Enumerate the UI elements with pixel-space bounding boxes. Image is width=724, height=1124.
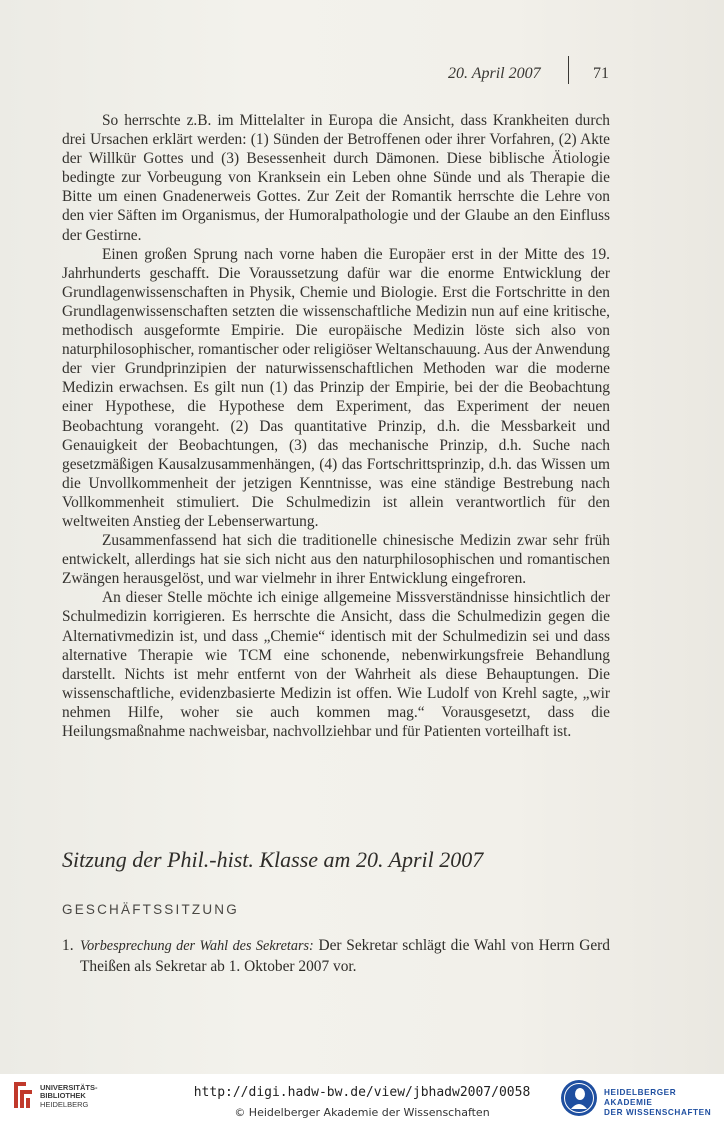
ub-line-1: UNIVERSITÄTS- [40,1083,98,1092]
list-item-number: 1. [62,937,74,954]
header-divider [568,56,569,84]
list-item-lead: Vorbesprechung der Wahl des Sekretars: [80,938,314,954]
list-item [62,936,610,976]
subheading: GESCHÄFTSSITZUNG [62,902,239,917]
page-number: 71 [593,65,609,82]
section-title: Sitzung der Phil.-hist. Klasse am 20. April 2007 [62,847,484,872]
running-header [448,64,618,86]
header-date: 20. April 2007 [448,65,541,82]
paragraph-2: Einen großen Sprung nach vorne haben die Europäer erst in der Mitte des 19. Jahrhunderts geschafft. Die Voraussetzung dafür war die enorme Entwicklung der Grundlagenwissenschaften in Physik, Chemie und Biologie. Erst die Fortschritte in den Grundlagenwissenschaften setzten die wissenschaftliche Medizin nun auf eine kritische, methodisch ausgeformte Empirie. Die europäische Medizin löste sich also von naturphilosophischer, romantischer oder religiöser Weltanschauung. Aus der Anwendung der vier Grundprinzipien der naturwissenschaftlichen Methoden war die moderne Medizin erwachsen. Es gilt nun (1) das Prinzip der Empirie, bei der die Beobachtung einer Hypothese, die Hypothese dem Experiment, das Experiment der neuen Beobachtung vorangeht. (2) Das quantitative Prinzip, d.h. die Messbarkeit und Genauigkeit der Beobachtungen, (3) das mechanische Prinzip, d.h. Suche nach gesetzmäßigen Kausalzusammenhängen, (4) das Fortschrittsprinzip, d.h. das Wissen um die Unvollkommenheit der jetzigen Kenntnisse, was eine ständige Bestrebung nach Vollkommenheit stimuliert. Die Schulmedizin ist allein verantwortlich für den weltweiten Anstieg der Lebenserwartung. [62,245,610,530]
academy-line-2: DER WISSENSCHAFTEN [604,1108,712,1117]
paragraph-1: So herrschte z.B. im Mittelalter in Europa die Ansicht, dass Krankheiten durch drei Ursachen erklärt werden: (1) Sünden der Betroffenen oder ihrer Vorfahren, (2) Akte der Willkür Gottes und (3) Besessenheit durch Dämonen. Diese biblische Ätiologie bedingte zur Vorbeugung von Kranksein ein Leben ohne Sünde und als Therapie die Bitte um einen Gnadenerweis Gottes. Zur Zeit der Romantik herrschte die Lehre von den vier Säften im Organismus, der Humoralpathologie und der Glaube an den Einfluss der Gestirne. [62,112,610,244]
copyright-notice: © Heidelberger Akademie der Wissenschaften [234,1106,490,1119]
academy-name [604,1088,724,1118]
academy-seal-icon [560,1079,598,1117]
list-item-text: Der Sekretar schlägt die Wahl von Herrn Gerd Theißen als Sekretar ab 1. Oktober 2007 vor. [80,937,610,975]
ub-line-2: BIBLIOTHEK [40,1091,86,1101]
academy-line-1: HEIDELBERGER AKADEMIE [604,1088,677,1107]
paragraph-4: An dieser Stelle möchte ich einige allgemeine Missverständnisse hinsichtlich der Schulmedizin korrigieren. Es herrschte die Ansicht, dass die Schulmedizin gegen die Alternativmedizin ist, und dass „Chemie“ identisch mit der Schulmedizin sei und dass alternative Therapie wie TCM eine schonende, nebenwirkungsfreie Behandlung darstellt. Nichts ist mehr entfernt von der Wahrheit als diese Behauptungen. Die wissenschaftliche, evidenzbasierte Medizin ist offen. Wie Ludolf von Krehl sagte, „wir nehmen Hilfe, woher sie auch kommen mag.“ Vorausgesetzt, dass die Heilungsmaßnahme nachweisbar, nachvollziehbar und für Patienten vorteilhaft ist. [62,589,610,740]
ub-line-3: HEIDELBERG [40,1099,89,1109]
paragraph-3: Zusammenfassend hat sich die traditionelle chinesische Medizin zwar sehr früh entwickelt, allerdings hat sie sich nicht aus den naturphilosophischen und romantischen Zwängen herausgelöst, und war vielmehr in ihrer Entwicklung eingefroren. [62,532,610,588]
list-item-body [62,936,610,976]
footer-bar [0,1074,724,1124]
source-url-link[interactable]: http://digi.hadw-bw.de/view/jbhadw2007/0058 [193,1085,531,1100]
main-text [62,111,610,741]
